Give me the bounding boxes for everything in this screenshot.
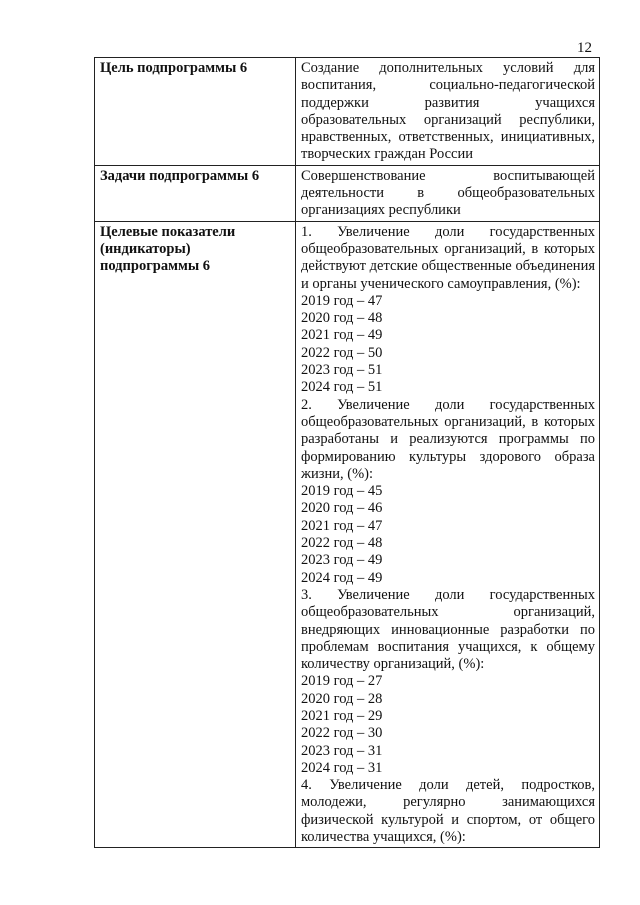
indicator-year-value: 2022 год – 50 (301, 344, 383, 361)
indicator-year-value: 2020 год – 48 (301, 310, 383, 327)
indicator-year-value: 2023 год – 31 (301, 742, 383, 759)
indicators-row (95, 221, 600, 848)
indicator-year-value: 2019 год – 27 (301, 673, 383, 690)
goal-row (95, 58, 600, 166)
indicator-item (301, 224, 595, 397)
indicator-item (301, 397, 595, 587)
indicators-label: Целевые показатели (индикаторы) подпрограммы 6 (95, 221, 296, 848)
tasks-label: Задачи подпрограммы 6 (95, 165, 296, 221)
indicator-year-value: 2021 год – 29 (301, 707, 383, 724)
indicator-year-value: 2023 год – 51 (301, 362, 383, 379)
indicator-year-value: 2023 год – 49 (301, 552, 383, 569)
indicator-year-value: 2019 год – 45 (301, 483, 383, 500)
indicator-year-value: 2021 год – 47 (301, 517, 383, 534)
indicator-year-value: 2022 год – 48 (301, 535, 383, 552)
indicator-year-value: 2020 год – 46 (301, 500, 383, 517)
subprogram-passport-table (94, 57, 600, 848)
page-number: 12 (577, 40, 592, 56)
goal-text: Создание дополнительных условий для воспитания, социально-педагогической поддержки развития учащихся образовательных организаций республики, нравственных, ответственных, инициативных, творческих граждан России (296, 58, 600, 166)
goal-label: Цель подпрограммы 6 (95, 58, 296, 166)
indicator-text: 1. Увеличение доли государственных общеобразовательных организаций, в которых действуют детские общественные объединения и органы ученического самоуправления, (%): (301, 223, 595, 292)
indicator-year-value: 2022 год – 30 (301, 725, 383, 742)
indicator-year-value: 2024 год – 49 (301, 569, 383, 586)
indicator-text: 3. Увеличение доли государственных общеобразовательных организаций, внедряющих инновационные разработки по проблемам воспитания учащихся, к общему количеству организаций, (%): (301, 586, 595, 673)
tasks-text: Совершенствование воспитывающей деятельности в общеобразовательных организациях республики (296, 165, 600, 221)
indicator-text: 2. Увеличение доли государственных общеобразовательных организаций, в которых разработаны и реализуются программы по формированию культуры здорового образа жизни, (%): (301, 396, 595, 482)
indicator-item (301, 777, 595, 846)
indicator-year-value: 2024 год – 31 (301, 759, 383, 776)
indicator-year-value: 2024 год – 51 (301, 379, 383, 396)
indicator-year-value: 2019 год – 47 (301, 292, 383, 309)
indicators-cell (296, 221, 600, 848)
indicator-year-value: 2021 год – 49 (301, 327, 383, 344)
indicator-year-value: 2020 год – 28 (301, 690, 383, 707)
indicator-text: 4. Увеличение доли детей, подростков, молодежи, регулярно занимающихся физической культурой и спортом, от общего количества учащихся, (%): (301, 777, 595, 846)
tasks-row (95, 165, 600, 221)
indicator-item (301, 587, 595, 777)
